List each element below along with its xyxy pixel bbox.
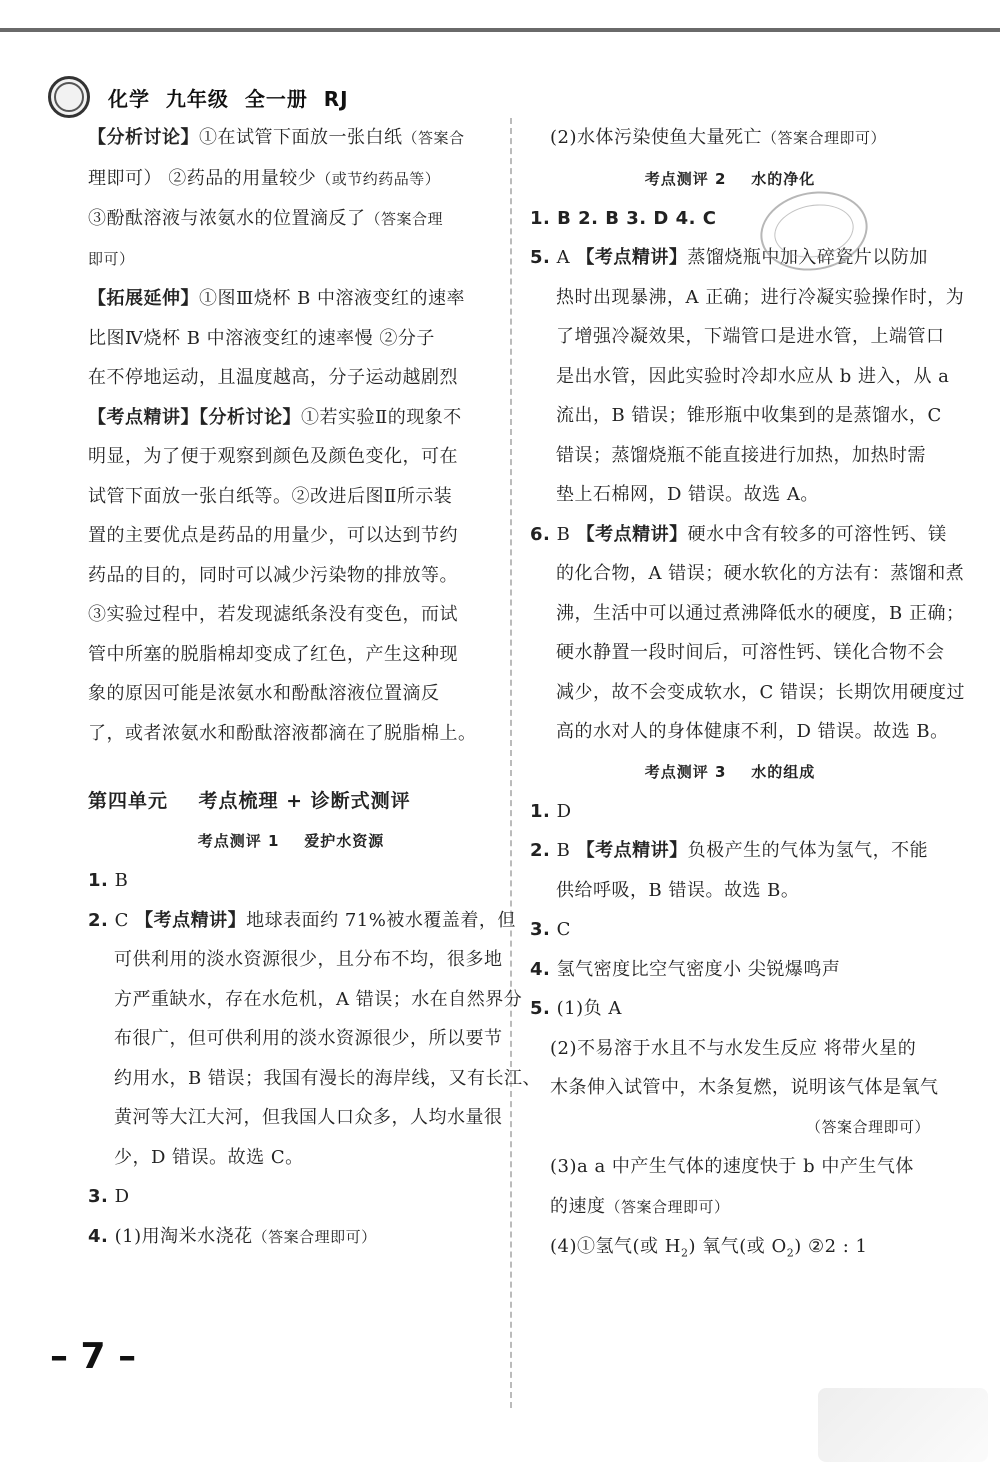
text-line: 方严重缺水，存在水危机，A 错误；水在自然界分 — [114, 988, 523, 1010]
right-column — [530, 118, 965, 1273]
page-header — [48, 74, 349, 120]
answer-line: 6. B 【考点精讲】硬水中含有较多的可溶性钙、镁 — [530, 523, 947, 545]
text-line: 沸，生活中可以通过煮沸降低水的硬度，B 正确； — [556, 602, 965, 624]
answer-line: 2. B 【考点精讲】负极产生的气体为氢气，不能 — [530, 840, 929, 861]
left-column — [88, 118, 541, 1257]
text-line: 管中所塞的脱脂棉却变成了红色，产生这种现 — [88, 643, 458, 665]
answer-line: 5. A 【考点精讲】蒸馏烧瓶中加入碎瓷片以防加 — [530, 247, 928, 268]
publisher-logo — [48, 76, 90, 118]
text-line: 错误；蒸馏烧瓶不能直接进行加热，加热时需 — [556, 444, 926, 466]
text-line: 置的主要优点是药品的用量少，可以达到节约 — [88, 525, 458, 546]
top-rule — [0, 28, 1000, 32]
text-line: 【分析讨论】①在试管下面放一张白纸（答案合 — [88, 127, 465, 148]
page-number: – 7 – — [50, 1336, 137, 1377]
section-subtitle: 考点测评 1 爱护水资源 — [197, 832, 385, 850]
text-line: (2)不易溶于水且不与水发生反应 将带火星的 — [550, 1037, 917, 1059]
text-line: 木条伸入试管中，木条复燃，说明该气体是氧气 — [550, 1077, 939, 1098]
text-line: 在不停地运动，且温度越高，分子运动越剧烈 — [88, 367, 458, 388]
answer-line: 3. D — [88, 1186, 130, 1207]
text-line: 即可） — [88, 249, 135, 268]
text-line: 高的水对人的身体健康不利，D 错误。故选 B。 — [556, 721, 949, 742]
answer-line: 4. (1)用淘米水浇花（答案合理即可） — [88, 1225, 377, 1247]
text-line: （答案合理即可） — [805, 1117, 930, 1136]
text-line: 【考点精讲】【分析讨论】①若实验Ⅱ的现象不 — [88, 406, 462, 428]
text-line: 硬水静置一段时间后，可溶性钙、镁化合物不会 — [556, 642, 945, 663]
text-line: 【拓展延伸】①图Ⅲ烧杯 B 中溶液变红的速率 — [88, 288, 466, 309]
text-line: 流出，B 错误；锥形瓶中收集到的是蒸馏水，C — [556, 405, 942, 426]
text-line: 可供利用的淡水资源很少，且分布不均，很多地 — [114, 949, 503, 970]
text-line: 的化合物，A 错误；硬水软化的方法有：蒸馏和煮 — [556, 563, 965, 584]
text-line: 少，D 错误。故选 C。 — [114, 1146, 304, 1168]
answer-line: 4. 氢气密度比空气密度小 尖锐爆鸣声 — [530, 958, 841, 980]
answer-line: 3. C — [530, 919, 571, 940]
text-line: 黄河等大江大河，但我国人口众多，人均水量很 — [114, 1107, 503, 1128]
text-line: 明显，为了便于观察到颜色及颜色变化，可在 — [88, 446, 458, 467]
text-line: 减少，故不会变成软水，C 错误；长期饮用硬度过 — [556, 681, 965, 703]
answer-line: 1. B 2. B 3. D 4. C — [530, 207, 717, 229]
text-line: (3)a a 中产生气体的速度快于 b 中产生气体 — [550, 1156, 914, 1177]
text-line: 理即可） ②药品的用量较少（或节约药品等） — [88, 167, 441, 189]
section-subtitle: 考点测评 3 水的组成 — [644, 762, 816, 781]
text-line: 了增强冷凝效果，下端管口是进水管，上端管口 — [556, 326, 945, 347]
text-line: 供给呼吸，B 错误。故选 B。 — [556, 879, 800, 901]
text-line: 了，或者浓氨水和酚酞溶液都滴在了脱脂棉上。 — [88, 722, 477, 744]
section-subtitle: 考点测评 2 水的净化 — [644, 169, 816, 188]
text-line: ③酚酞溶液与浓氨水的位置滴反了（答案合理 — [88, 208, 444, 229]
text-line: 的速度（答案合理即可） — [550, 1195, 730, 1217]
unit-title: 第四单元 考点梳理 + 诊断式测评 — [88, 790, 411, 812]
answer-line: 2. C 【考点精讲】地球表面约 71%被水覆盖着，但 — [88, 909, 516, 931]
text-line: 热时出现暴沸，A 正确；进行冷凝实验操作时，为 — [556, 286, 965, 308]
text-line: 约用水，B 错误；我国有漫长的海岸线，又有长江、 — [114, 1067, 541, 1089]
answer-line: 1. B — [88, 870, 129, 891]
text-line: 象的原因可能是浓氨水和酚酞溶液位置滴反 — [88, 683, 440, 704]
text-line: (4)①氢气(或 $H_2$) 氧气(或 $O_2$) ②2 : 1 — [550, 1236, 868, 1260]
header-title: 化学 九年级 全一册 RJ — [108, 86, 349, 111]
answer-line: 5. (1)负 A — [530, 998, 622, 1019]
answer-line: 1. D — [530, 800, 572, 822]
text-line: 试管下面放一张白纸等。②改进后图Ⅱ所示装 — [88, 485, 453, 507]
text-line: (2)水体污染使鱼大量死亡（答案合理即可） — [550, 127, 887, 148]
text-line: ③实验过程中，若发现滤纸条没有变色，而试 — [88, 604, 458, 625]
text-line: 药品的目的，同时可以减少污染物的排放等。 — [88, 564, 458, 586]
text-line: 布很广，但可供利用的淡水资源很少，所以要节 — [114, 1028, 503, 1049]
text-line: 比图Ⅳ烧杯 B 中溶液变红的速率慢 ②分子 — [88, 327, 435, 349]
brand-logo — [818, 1388, 988, 1462]
column-divider — [510, 118, 512, 1408]
text-line: 垫上石棉网，D 错误。故选 A。 — [556, 484, 819, 505]
text-line: 是出水管，因此实验时冷却水应从 b 进入，从 a — [556, 365, 950, 387]
